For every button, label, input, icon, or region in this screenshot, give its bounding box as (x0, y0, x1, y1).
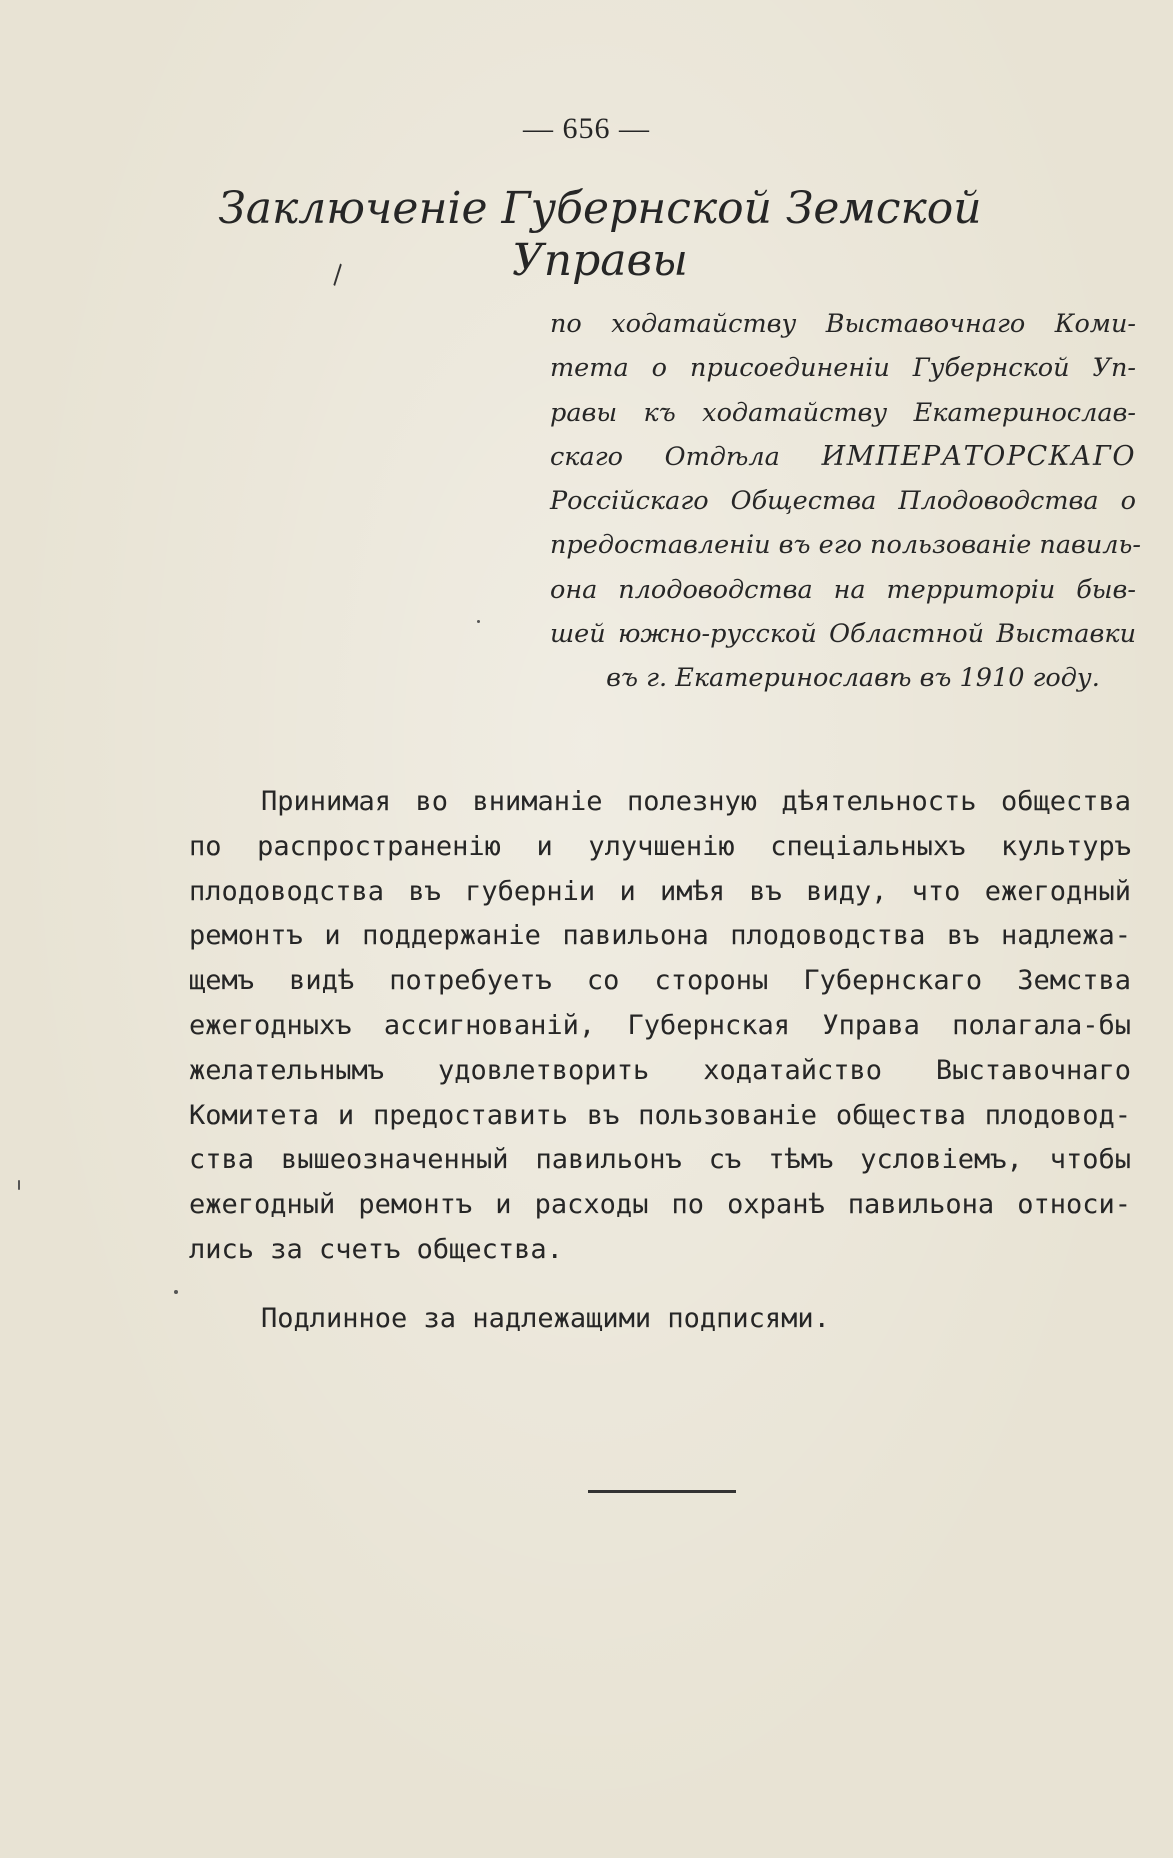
body-line: желательнымъ удовлетворить ходатайство Выставочнаго (189, 1054, 1131, 1086)
subtitle-block (550, 302, 1142, 701)
body-line: Принимая во вниманіе полезную дѣятельность общества (261, 786, 1131, 817)
subtitle-line: шей южно-русской Областной Выставки (550, 619, 1136, 650)
body-line: плодоводства въ губерніи и имѣя въ виду, что ежегодный (189, 875, 1131, 907)
subtitle-line: Россійскаго Общества Плодоводства о (550, 486, 1136, 517)
body-line: лись за счетъ общества. (189, 1233, 563, 1265)
body-line: по распространенію и улучшенію спеціальныхъ культуръ (189, 830, 1131, 862)
subtitle-fragment: скаго Отдѣла (550, 441, 780, 472)
subtitle-line: въ г. Екатеринославѣ въ 1910 году. (606, 663, 1100, 694)
paper-speck (477, 620, 480, 623)
body-line: ежегодный ремонтъ и расходы по охранѣ павильона относи- (189, 1189, 1131, 1221)
body-line: ремонтъ и поддержаніе павильона плодоводства въ надлежа- (189, 920, 1131, 952)
body-line: Комитета и предоставить въ пользованіе общества плодовод- (189, 1099, 1131, 1131)
closing-rule (588, 1490, 736, 1493)
body-line: ежегодныхъ ассигнованій, Губернская Управа полагала-бы (189, 1009, 1131, 1041)
subtitle-line: она плодоводства на территоріи быв- (550, 574, 1136, 605)
subtitle-line (550, 435, 1136, 479)
subtitle-line: предоставленіи въ его пользованіе павиль- (550, 530, 1142, 561)
document-heading: Заключеніе Губернской Земской Управы (218, 183, 982, 286)
subtitle-line: по ходатайству Выставочнаго Коми- (550, 309, 1136, 339)
subtitle-line: равы къ ходатайству Екатеринослав- (550, 397, 1136, 428)
subtitle-caps-fragment: ИМПЕРАТОРСКАГО (821, 440, 1136, 472)
body-paragraph (189, 780, 1131, 1273)
paper-speck (174, 1290, 178, 1294)
body-line: щемъ видѣ потребуетъ со стороны Губернскаго Земства (189, 965, 1131, 997)
subtitle-line: тета о присоединеніи Губернской Уп- (550, 353, 1136, 384)
paper-speck (18, 1180, 20, 1190)
body-line: ства вышеозначенный павильонъ съ тѣмъ условіемъ, чтобы (189, 1144, 1131, 1176)
page-number: — 656 — (523, 112, 650, 145)
signature-note: Подлинное за надлежащими подписями. (261, 1303, 830, 1334)
pencil-mark: \ (325, 260, 350, 290)
